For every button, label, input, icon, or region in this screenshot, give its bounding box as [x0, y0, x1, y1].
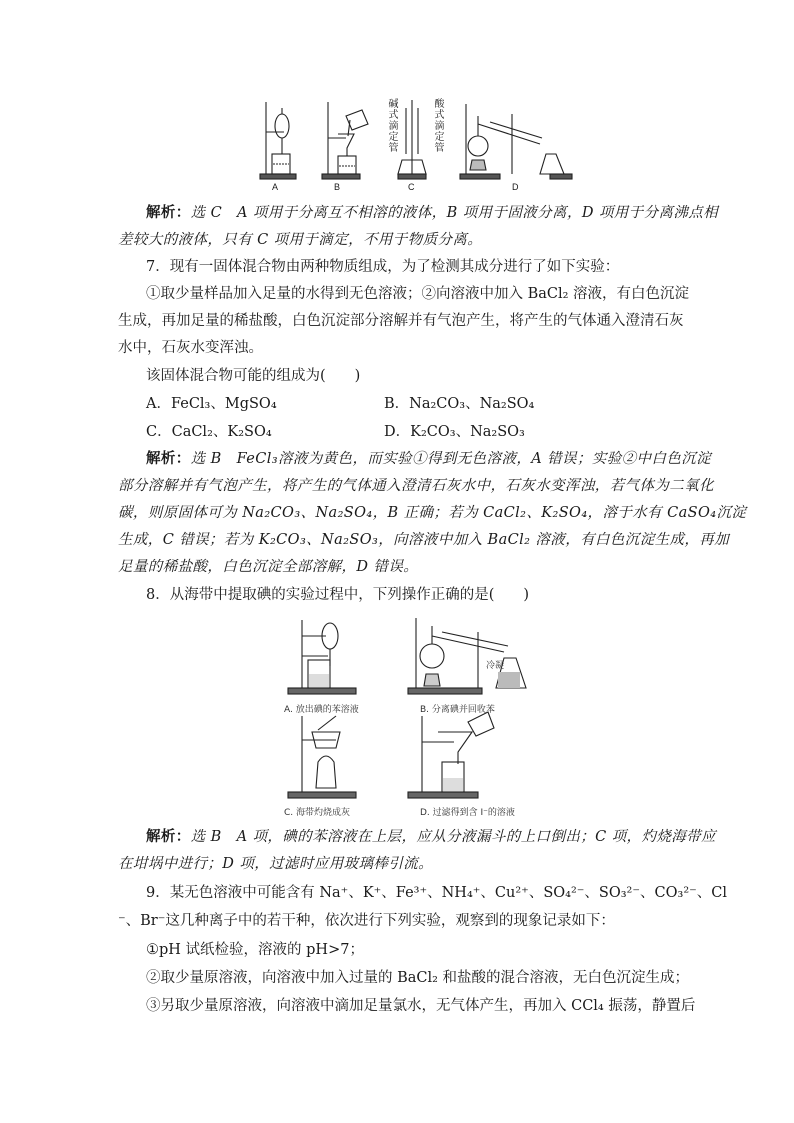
q8-apparatus-d: [408, 712, 494, 798]
apparatus-d-distillation: [460, 104, 572, 179]
q8-fig-caption-a: A. 放出碘的苯溶液: [284, 705, 359, 715]
q7-analysis-line-2: 部分溶解并有气泡产生，将产生的气体通入澄清石灰水中，石灰水变浑浊，若气体为二氧化: [118, 478, 714, 494]
q7-analysis-line-5: 足量的稀盐酸，白色沉淀全部溶解，D 错误。: [118, 559, 419, 575]
q8-apparatus-figure: [282, 612, 544, 820]
q7-experiment-line-1: ①取少量样品加入足量的水得到无色溶液；②向溶液中加入 BaCl₂ 溶液，有白色沉淀: [146, 286, 690, 302]
q6-analysis-line-1: [146, 203, 718, 223]
q8-fig-caption-c: C. 海带灼烧成灰: [284, 808, 351, 818]
q9-experiment-3: ③另取少量原溶液，向溶液中滴加足量氯水，无气体产生，再加入 CCl₄ 振荡，静置后: [146, 998, 696, 1014]
fig1-label-a: A: [272, 182, 279, 192]
q8-fig-caption-b: B. 分离碘并回收苯: [420, 705, 495, 715]
q9-experiment-2: ②取少量原溶液，向溶液中加入过量的 BaCl₂ 和盐酸的混合溶液，无白色沉淀生成；: [146, 970, 690, 986]
q7-analysis-prefix: 解析：: [146, 450, 191, 467]
q8-analysis-prefix: 解析：: [146, 828, 191, 845]
q8-analysis-line-1: [146, 827, 716, 847]
q7-analysis-line-1: [146, 449, 711, 469]
q9-experiment-1: ①pH 试纸检验，溶液的 pH>7；: [146, 942, 364, 958]
apparatus-figure-top: [250, 94, 580, 196]
q8-fig-condense-label: 冷凝: [486, 661, 505, 671]
q6-analysis-line-2: 差较大的液体，只有 C 项用于滴定，不用于物质分离。: [118, 232, 483, 248]
q7-question: 该固体混合物可能的组成为( ): [146, 368, 361, 384]
q7-option-a: A．FeCl₃、MgSO₄: [146, 396, 277, 412]
fig1-acid-burette-label: 酸式滴定管: [432, 98, 443, 153]
q7-option-d: D．K₂CO₃、Na₂SO₃: [384, 424, 525, 440]
apparatus-c-burettes: [398, 100, 426, 179]
fig1-base-burette-label: 碱式滴定管: [386, 98, 397, 153]
fig1-label-b: B: [334, 182, 341, 192]
q7-analysis-line-4: 生成，C 错误；若为 K₂CO₃、Na₂SO₃，向溶液中加入 BaCl₂ 溶液，有白色沉淀生成，再加: [118, 532, 730, 548]
q6-analysis-text-1: 选 C A 项用于分离互不相溶的液体，B 项用于固液分离，D 项用于分离沸点相: [190, 205, 719, 221]
q7-option-c: C．CaCl₂、K₂SO₄: [146, 424, 272, 440]
q8-analysis-line-2: 在坩埚中进行；D 项，过滤时应用玻璃棒引流。: [118, 856, 434, 872]
q7-analysis-text-1: 选 B FeCl₃溶液为黄色，而实验①得到无色溶液，A 错误；实验②中白色沉淀: [190, 451, 712, 467]
q8-apparatus-b: [408, 618, 526, 694]
fig1-label-d: D: [512, 182, 519, 192]
q6-analysis-prefix: 解析：: [146, 204, 191, 221]
q7-option-b: B．Na₂CO₃、Na₂SO₄: [384, 396, 535, 412]
apparatus-a-separatory-funnel: [260, 102, 296, 179]
apparatus-b-filtration: [322, 102, 368, 179]
q8-stem: 8．从海带中提取碘的实验过程中，下列操作正确的是( ): [146, 587, 530, 603]
q7-analysis-line-3: 碳，则原固体可为 Na₂CO₃、Na₂SO₄，B 正确；若为 CaCl₂、K₂SO₄，溶于水有 CaSO₄沉淀: [118, 505, 747, 521]
q7-experiment-line-2: 生成，再加足量的稀盐酸，白色沉淀部分溶解并有气泡产生，将产生的气体通入澄清石灰: [118, 313, 684, 329]
q8-apparatus-a: [288, 620, 356, 694]
q9-stem-line-2: ⁻、Br⁻这几种离子中的若干种，依次进行下列实验，观察到的现象记录如下：: [118, 913, 615, 929]
q8-analysis-text-1: 选 B A 项，碘的苯溶液在上层，应从分液漏斗的上口倒出；C 项，灼烧海带应: [190, 829, 716, 845]
q7-experiment-line-3: 水中，石灰水变浑浊。: [118, 340, 263, 356]
q7-stem: 7．现有一固体混合物由两种物质组成，为了检测其成分进行了如下实验：: [146, 259, 620, 275]
fig1-label-c: C: [408, 182, 415, 192]
q8-apparatus-c: [288, 716, 356, 798]
q9-stem-line-1: 9．某无色溶液中可能含有 Na⁺、K⁺、Fe³⁺、NH₄⁺、Cu²⁺、SO₄²⁻、SO₃²⁻、CO₃²⁻、Cl: [146, 885, 728, 901]
q8-fig-caption-d: D. 过滤得到含 I⁻的溶液: [420, 808, 515, 818]
